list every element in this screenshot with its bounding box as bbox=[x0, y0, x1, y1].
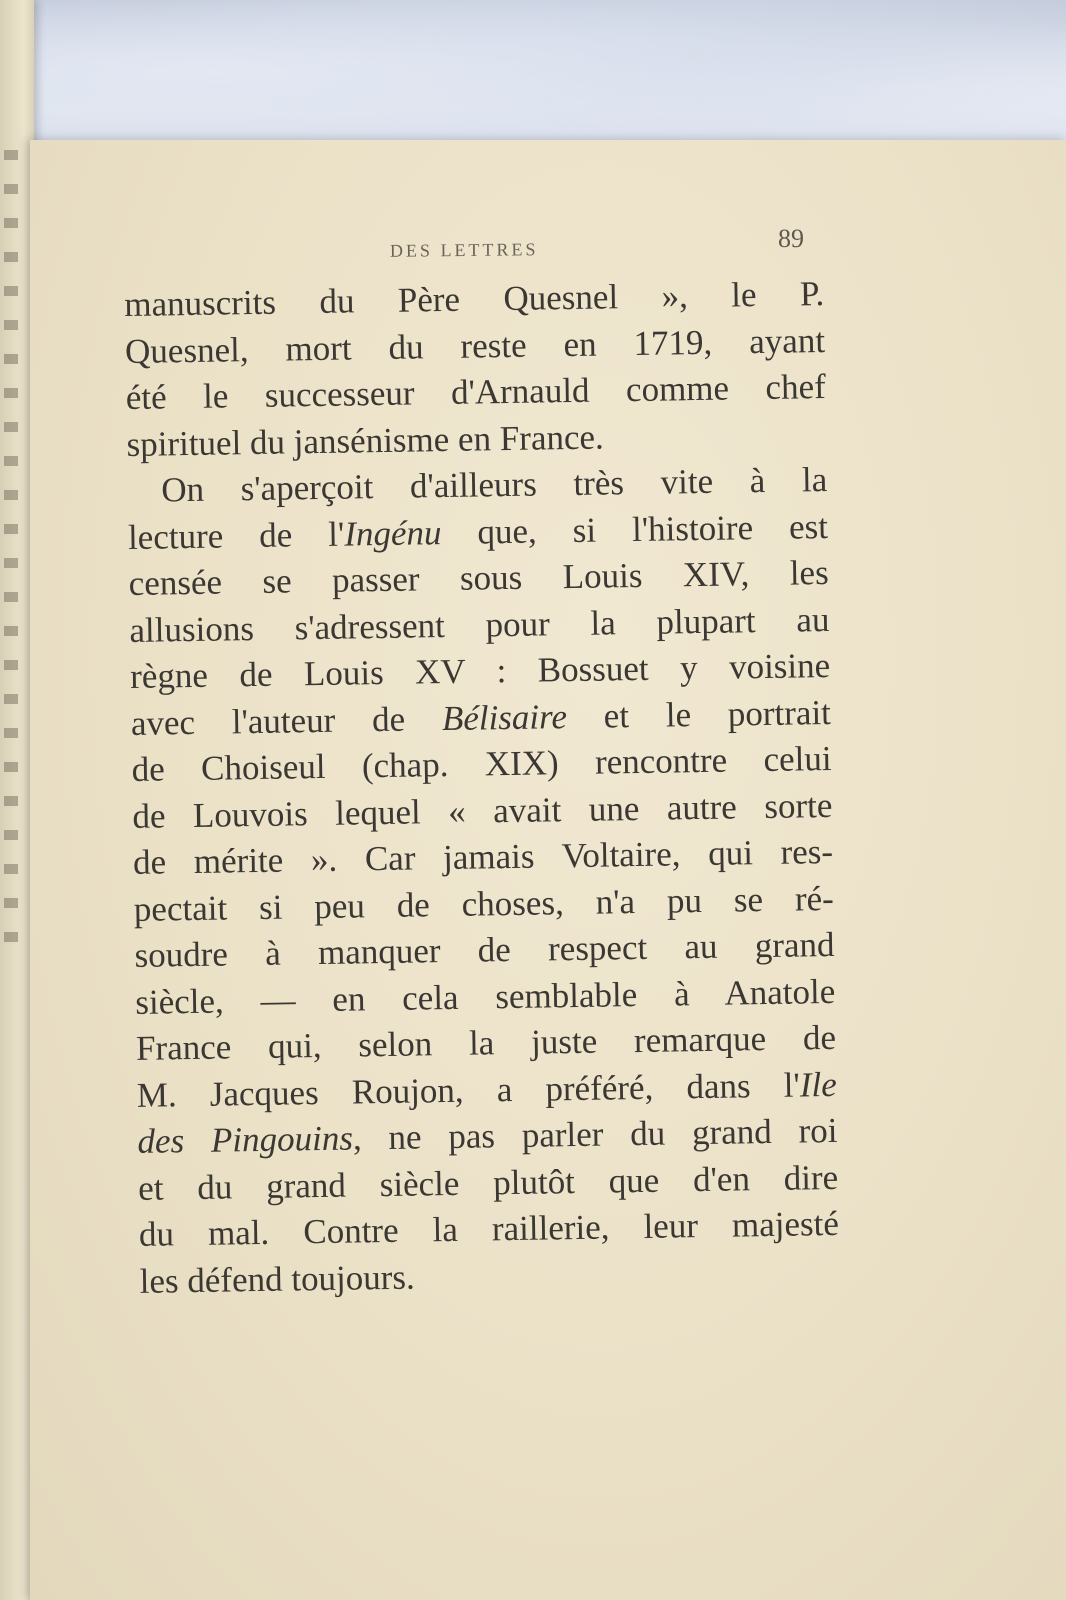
page-number: 89 bbox=[778, 224, 804, 253]
text-line: et du grand siècle plutôt que d'en dire bbox=[137, 1157, 839, 1208]
text-line: pectait si peu de choses, n'a pu se ré- bbox=[133, 878, 835, 929]
text-run: avec l'auteur de bbox=[130, 698, 443, 743]
text-line: règne de Louis XV : Bossuet y voisine bbox=[129, 645, 831, 696]
text-run: que, si l'histoire est bbox=[441, 506, 829, 552]
italic-title-ile: Ile bbox=[799, 1064, 837, 1104]
text-line: spirituel du jansénisme en France. bbox=[126, 416, 605, 464]
text-line: manuscrits du Père Quesnel », le P. bbox=[124, 274, 825, 324]
facing-page-text-marks bbox=[4, 150, 18, 950]
text-line: de mérite ». Car jamais Voltaire, qui res- bbox=[132, 831, 834, 882]
text-line: France qui, selon la juste remarque de bbox=[135, 1017, 837, 1068]
text-run: , ne pas parler du grand roi bbox=[352, 1110, 838, 1158]
text-line: allusions s'adressent pour la plupart au bbox=[129, 599, 830, 650]
text-run: M. Jacques Roujon, a préféré, dans l' bbox=[136, 1064, 801, 1115]
italic-title-pingouins: des Pingouins bbox=[137, 1118, 354, 1161]
text-line: de Louvois lequel « avait une autre sorte bbox=[132, 785, 833, 836]
text-run: et le portrait bbox=[566, 692, 832, 736]
facing-page-edge bbox=[0, 0, 34, 1600]
running-head: DES LETTRES bbox=[389, 239, 539, 261]
text-line: siècle, — en cela semblable à Anatole bbox=[135, 971, 836, 1022]
italic-title-ingenu: Ingénu bbox=[343, 512, 442, 554]
text-line: été le successeur d'Arnauld comme chef bbox=[125, 366, 827, 417]
text-line: du mal. Contre la raillerie, leur majesté bbox=[138, 1203, 840, 1254]
text-line: On s'aperçoit d'ailleurs très vite à la bbox=[160, 459, 828, 510]
text-line: de Choiseul (chap. XIX) rencontre celui bbox=[131, 738, 832, 789]
text-line: les défend toujours. bbox=[139, 1257, 416, 1301]
italic-title-belisaire: Bélisaire bbox=[441, 696, 568, 738]
body-text bbox=[124, 271, 840, 1305]
text-line: censée se passer sous Louis XIV, les bbox=[128, 552, 829, 603]
text-line: soudre à manquer de respect au grand bbox=[134, 924, 835, 975]
text-run: lecture de l' bbox=[127, 514, 345, 557]
text-line: Quesnel, mort du reste en 1719, ayant bbox=[124, 320, 826, 371]
